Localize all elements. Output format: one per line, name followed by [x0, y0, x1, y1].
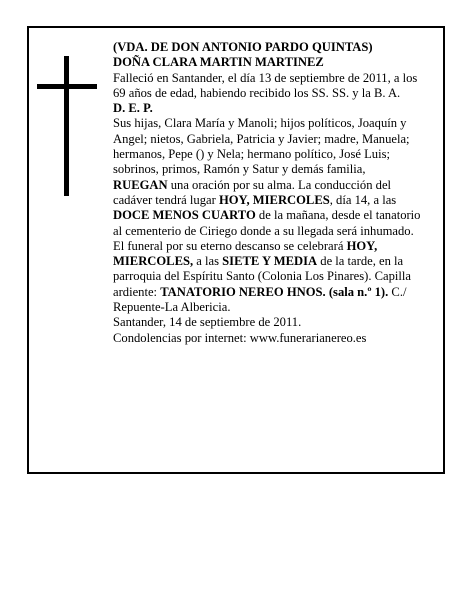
death-notice: Falleció en Santander, el día 13 de septiembre de 2011, a los 69 años de edad, habiendo recibido los SS. SS. y la B. A. [113, 70, 418, 100]
deceased-name: DOÑA CLARA MARTIN MARTINEZ [113, 55, 324, 70]
family-list: Sus hijas, Clara María y Manoli; hijos políticos, Joaquín y Angel; nietos, Gabriela, Patricia y Javier; madre, Manuela; hermanos, Pepe () y Nela; hermano político, José Luis; sobrinos, primos, Ramón y Satur y demás familia, [113, 116, 410, 177]
dep: D. E. P. [113, 101, 153, 116]
cross-icon-bar [37, 84, 97, 89]
date-line: Santander, 14 de septiembre de 2011. [113, 315, 302, 330]
condolences-line: Condolencias por internet: www.funerarianereo.es [113, 330, 367, 345]
obituary-text [113, 40, 423, 346]
header-line-1: (VDA. DE DON ANTONIO PARDO QUINTAS) [113, 40, 373, 54]
ceremony-details: RUEGAN una oración por su alma. La conducción del cadáver tendrá lugar HOY, MIERCOLES, día 14, a las DOCE MENOS CUARTO de la mañana, desde el tanatorio al cementerio de Ciriego donde a su llegada será inhumado. El funeral por su eterno descanso se celebrará HOY, MIERCOLES, a las SIETE Y MEDIA de la tarde, en la parroquia del Espíritu Santo (Colonia Los Pinares). Capilla ardiente: TANATORIO NEREO HNOS. (sala n.º 1). C./ Repuente-La Albericia. [113, 177, 421, 315]
cross-icon [64, 56, 69, 196]
